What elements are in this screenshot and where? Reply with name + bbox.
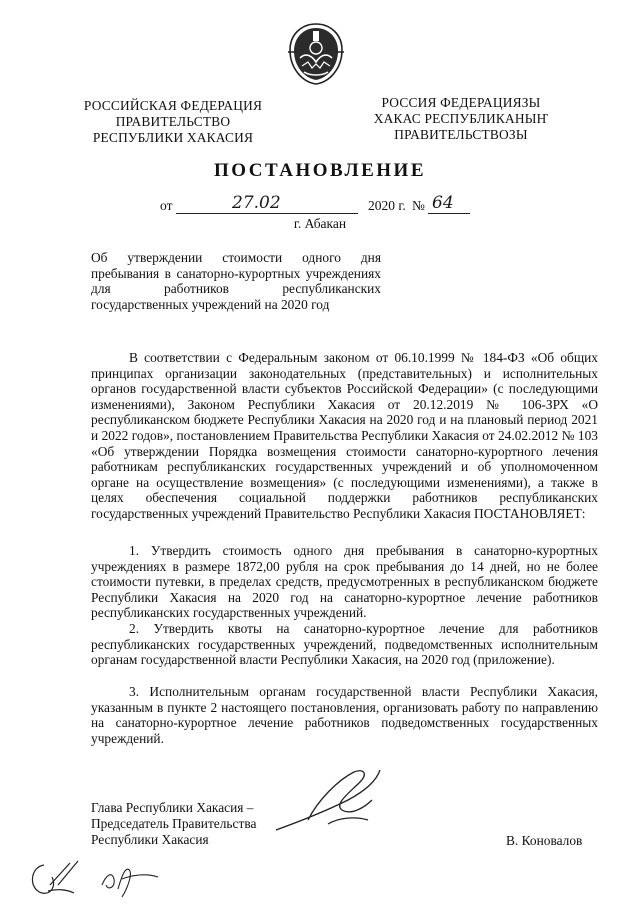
year-label: 2020 г. xyxy=(368,198,406,213)
signatory-position-line-3: Республики Хакасия xyxy=(91,832,209,847)
item-1-paragraph: 1. Утвердить стоимость одного дня пребывания в санаторно-курортных учреждениях в размере 1872,00 рубля на срок пребывания до 14 дней, но не более стоимости путевки, в пределах средств, предусмотренных в республиканском бюджете Республики Хакасия на 2020 год на санаторно-курортное лечение работников республиканских государственных учреждений. xyxy=(91,543,598,621)
preamble-paragraph: В соответствии с Федеральным законом от 06.10.1999 № 184-ФЗ «Об общих принципах организации законодательных (представительных) и исполнительных органов государственной власти субъектов Российской Федерации» (с последующими изменениями), Законом Республики Хакасия от 20.12.2019 № 106-ЗРХ «О республиканском бюджете Республики Хакасия на 2020 год и на плановый период 2021 и 2022 годов», постановлением Правительства Республики Хакасия от 24.02.2012 № 103 «Об утверждении Порядка возмещения стоимости санаторно-курортного лечения работникам республиканских государственных учреждений и об уполномоченном органе на осуществление возмещения» (с последующими изменениями), а также в целях обеспечения социальной поддержки работников республиканских государственных учреждений Правительство Республики Хакасия ПОСТАНОВЛЯЕТ: xyxy=(91,350,598,521)
signatory-name: В. Коновалов xyxy=(506,833,583,848)
city-label: г. Абакан xyxy=(293,216,347,231)
item-2-paragraph: 2. Утвердить квоты на санаторно-курортное лечение для работников республиканских государственных учреждений, подведомственных исполнительным органам государственной власти Республики Хакасия, на 2020 год (приложение). xyxy=(91,621,598,668)
signatory-position-line-1: Глава Республики Хакасия – xyxy=(91,800,254,815)
approval-initials-marks xyxy=(22,855,172,908)
date-handwritten: 27.02 xyxy=(232,193,281,213)
header-right-line-3: ПРАВИТЕЛЬСТВОЗЫ xyxy=(394,127,528,142)
signatory-position-line-2: Председатель Правительства xyxy=(91,816,257,831)
coat-of-arms-emblem xyxy=(286,22,346,86)
handwritten-signature xyxy=(268,760,388,845)
document-title: ПОСТАНОВЛЕНИЕ xyxy=(213,160,427,181)
document-subject: Об утверждении стоимости одного дня пребывания в санаторно-курортных учреждениях для работников республиканских государственных учреждений на 2020 год xyxy=(91,250,381,312)
number-handwritten: 64 xyxy=(432,193,454,213)
header-right-line-2: ХАКАС РЕСПУБЛИКАНЫҤ xyxy=(373,111,549,126)
number-label: № xyxy=(412,198,425,213)
date-from-label: от xyxy=(160,198,173,213)
header-left-line-3: РЕСПУБЛИКИ ХАКАСИЯ xyxy=(92,130,254,145)
header-left-line-1: РОССИЙСКАЯ ФЕДЕРАЦИЯ xyxy=(83,98,263,113)
header-left-line-2: ПРАВИТЕЛЬСТВО xyxy=(115,114,231,129)
header-right-line-1: РОССИЯ ФЕДЕРАЦИЯЗЫ xyxy=(381,95,541,110)
header-left-block xyxy=(68,98,278,146)
item-3-paragraph: 3. Исполнительным органам государственной власти Республики Хакасия, указанным в пункте 2 настоящего постановления, организовать работу по направлению на санаторно-курортное лечение работников подведомственных государственных учреждений. xyxy=(91,684,598,746)
header-right-block xyxy=(356,95,566,143)
